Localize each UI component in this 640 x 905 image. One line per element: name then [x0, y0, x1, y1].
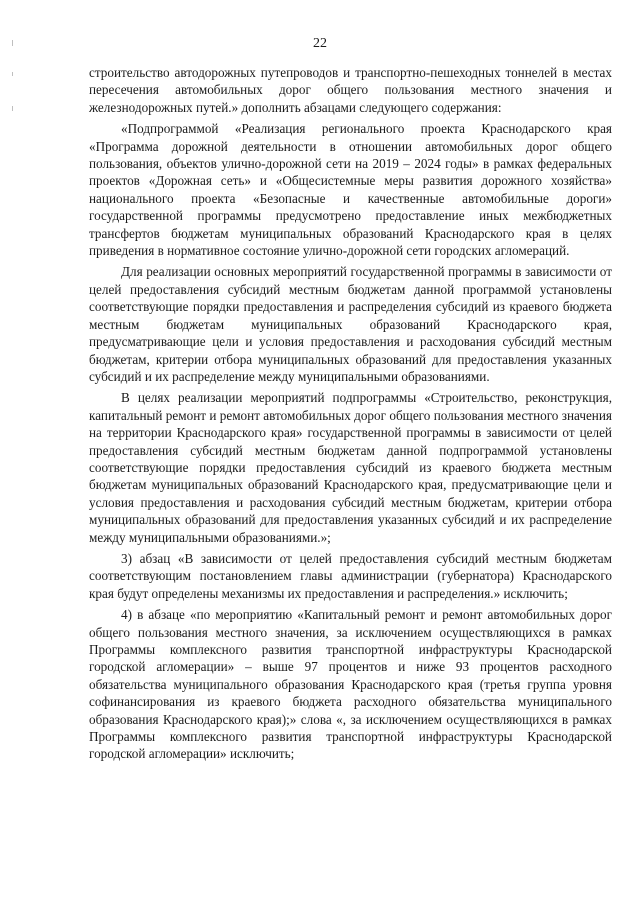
- paragraph: Для реализации основных мероприятий государственной программы в зависимости от целей предоставления субсидий местным бюджетам данной программой установлены соответствующие порядки предоставления и распределения субсидий из краевого бюджета местным бюджетам муниципальных образований Краснодарского края, предусматривающие цели и условия предоставления и расходования субсидий местным бюджетам, критерии отбора муниципальных образований для предоставления указанных субсидий и их распределение между муниципальными образованиями.: [89, 264, 612, 384]
- paragraph: строительство автодорожных путепроводов и транспортно-пешеходных тоннелей в местах пересечения автомобильных дорог общего пользования местного значения и железнодорожных путей.» дополнить абзацами следующего содержания:: [89, 65, 612, 115]
- scan-artifact-line: [12, 72, 13, 76]
- document-body: [89, 64, 612, 763]
- page-number: 22: [313, 36, 327, 51]
- paragraph: «Подпрограммой «Реализация регионального проекта Краснодарского края «Программа дорожной деятельности в отношении автомобильных дорог общего пользования, объектов улично-дорожной сети на 2019 – 2024 годы» в рамках федеральных проектов «Дорожная сеть» и «Общесистемные меры развития дорожного хозяйства» национального проекта «Безопасные и качественные автомобильные дороги» государственной программы предусмотрено предоставление иных межбюджетных трансфертов бюджетам муниципальных образований Краснодарского края в целях приведения в нормативное состояние улично-дорожной сети городских агломераций.: [89, 121, 612, 259]
- paragraph: 3) абзац «В зависимости от целей предоставления субсидий местным бюджетам соответствующим постановлением главы администрации (губернатора) Краснодарского края будут определены механизмы их предоставления и распределения.» исключить;: [89, 550, 612, 601]
- scan-artifact-line: [12, 106, 13, 111]
- paragraph: В целях реализации мероприятий подпрограммы «Строительство, реконструкция, капитальный ремонт и ремонт автомобильных дорог общего пользования местного значения на территории Краснодарского края» государственной программы в зависимости от целей предоставления субсидий местным бюджетам данной подпрограммой установлены соответствующие порядки предоставления субсидий из краевого бюджета местным бюджетам муниципальных образований Краснодарского края, предусматривающие цели и условия предоставления и расходования субсидий местным бюджетам, критерии отбора муниципальных образований для предоставления указанных субсидий и их распределение между муниципальными образованиями.»;: [89, 390, 612, 545]
- paragraph: 4) в абзаце «по мероприятию «Капитальный ремонт и ремонт автомобильных дорог общего пользования местного значения, за исключением осуществляющихся в рамках Программы комплексного развития транспортной инфраструктуры Краснодарской городской агломерации» – выше 97 процентов и ниже 93 процентов расходного обязательства муниципального образования Краснодарского края (третья группа уровня софинансирования из краевого бюджета расходного обязательства муниципального образования Краснодарского края);» слова «, за исключением осуществляющихся в рамках Программы комплексного развития транспортной инфраструктуры Краснодарской городской агломерации» исключить;: [89, 607, 612, 762]
